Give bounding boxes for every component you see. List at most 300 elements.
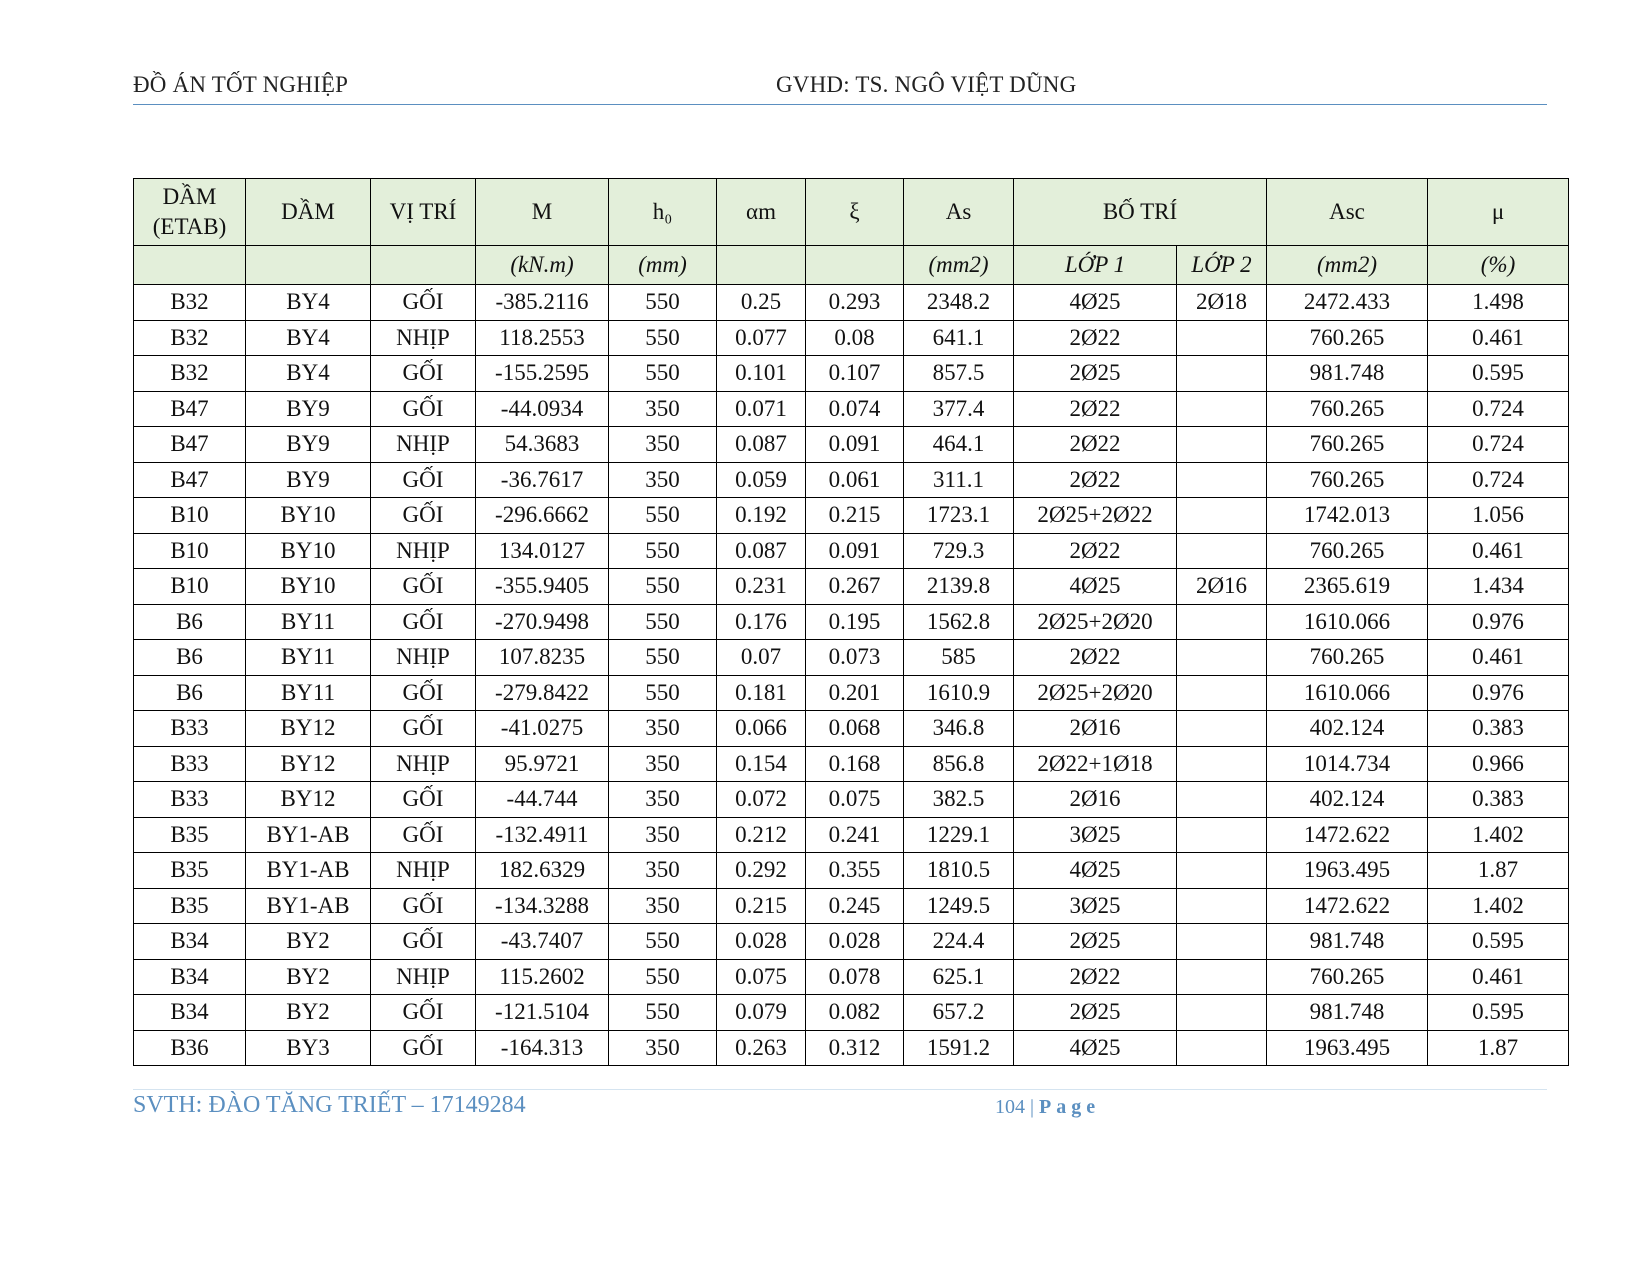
cell-h0: 350 <box>609 711 717 747</box>
cell-moment: -44.0934 <box>476 391 609 427</box>
cell-layer-1: 2Ø25+2Ø20 <box>1014 604 1177 640</box>
cell-layer-1: 2Ø22 <box>1014 959 1177 995</box>
cell-mu: 0.461 <box>1428 320 1569 356</box>
cell-as: 1610.9 <box>904 675 1014 711</box>
cell-as: 224.4 <box>904 924 1014 960</box>
cell-layer-1: 2Ø22 <box>1014 427 1177 463</box>
cell-beam: BY2 <box>246 924 371 960</box>
cell-as: 585 <box>904 640 1014 676</box>
cell-position: GỐI <box>371 924 476 960</box>
cell-asc: 760.265 <box>1267 427 1428 463</box>
table-header-row <box>134 179 1569 246</box>
cell-layer-2 <box>1177 604 1267 640</box>
cell-mu: 1.434 <box>1428 569 1569 605</box>
cell-xi: 0.082 <box>806 995 904 1031</box>
table-row <box>134 320 1569 356</box>
header-title: ĐỒ ÁN TỐT NGHIỆP <box>133 72 349 97</box>
cell-layer-2 <box>1177 427 1267 463</box>
cell-mu: 0.724 <box>1428 391 1569 427</box>
cell-position: GỐI <box>371 1030 476 1066</box>
sub-header-layer-1: LỚP 1 <box>1014 246 1177 285</box>
cell-beam: BY4 <box>246 285 371 321</box>
cell-asc: 760.265 <box>1267 320 1428 356</box>
footer-page <box>995 1096 1100 1119</box>
cell-beam-etab: B47 <box>134 462 246 498</box>
cell-beam: BY2 <box>246 959 371 995</box>
cell-asc: 760.265 <box>1267 640 1428 676</box>
table-row <box>134 888 1569 924</box>
cell-beam-etab: B35 <box>134 817 246 853</box>
cell-beam-etab: B32 <box>134 356 246 392</box>
cell-layer-1: 2Ø25 <box>1014 356 1177 392</box>
cell-beam: BY4 <box>246 356 371 392</box>
cell-layer-2 <box>1177 391 1267 427</box>
cell-as: 377.4 <box>904 391 1014 427</box>
cell-moment: -43.7407 <box>476 924 609 960</box>
cell-as: 464.1 <box>904 427 1014 463</box>
cell-beam-etab: B36 <box>134 1030 246 1066</box>
cell-position: GỐI <box>371 782 476 818</box>
cell-h0: 550 <box>609 924 717 960</box>
cell-beam-etab: B33 <box>134 782 246 818</box>
cell-beam-etab: B6 <box>134 675 246 711</box>
unit-cell <box>717 246 806 285</box>
cell-mu: 0.976 <box>1428 675 1569 711</box>
cell-layer-2 <box>1177 320 1267 356</box>
cell-xi: 0.075 <box>806 782 904 818</box>
cell-layer-2 <box>1177 356 1267 392</box>
cell-position: GỐI <box>371 995 476 1031</box>
cell-xi: 0.073 <box>806 640 904 676</box>
cell-moment: 95.9721 <box>476 746 609 782</box>
cell-beam: BY1-AB <box>246 817 371 853</box>
table-body <box>134 285 1569 1066</box>
cell-position: NHỊP <box>371 746 476 782</box>
table-row <box>134 498 1569 534</box>
cell-position: GỐI <box>371 675 476 711</box>
cell-layer-1: 4Ø25 <box>1014 569 1177 605</box>
table-row <box>134 853 1569 889</box>
col-header-arrangement: BỐ TRÍ <box>1014 179 1267 246</box>
cell-as: 1591.2 <box>904 1030 1014 1066</box>
cell-mu: 0.976 <box>1428 604 1569 640</box>
cell-h0: 350 <box>609 391 717 427</box>
col-header-mu: μ <box>1428 179 1569 246</box>
cell-asc: 402.124 <box>1267 711 1428 747</box>
cell-beam: BY11 <box>246 604 371 640</box>
cell-beam-etab: B35 <box>134 888 246 924</box>
cell-mu: 0.595 <box>1428 995 1569 1031</box>
cell-mu: 0.383 <box>1428 782 1569 818</box>
cell-layer-1: 4Ø25 <box>1014 853 1177 889</box>
cell-position: GỐI <box>371 391 476 427</box>
cell-layer-1: 2Ø22 <box>1014 320 1177 356</box>
cell-asc: 2472.433 <box>1267 285 1428 321</box>
cell-alpha-m: 0.263 <box>717 1030 806 1066</box>
cell-h0: 550 <box>609 569 717 605</box>
cell-mu: 1.402 <box>1428 888 1569 924</box>
cell-alpha-m: 0.087 <box>717 533 806 569</box>
table-row <box>134 817 1569 853</box>
cell-layer-1: 2Ø16 <box>1014 711 1177 747</box>
cell-moment: -36.7617 <box>476 462 609 498</box>
cell-xi: 0.245 <box>806 888 904 924</box>
cell-position: GỐI <box>371 817 476 853</box>
cell-as: 1723.1 <box>904 498 1014 534</box>
cell-position: GỐI <box>371 888 476 924</box>
footer-divider <box>133 1089 1547 1090</box>
cell-layer-2 <box>1177 817 1267 853</box>
cell-position: NHỊP <box>371 959 476 995</box>
cell-alpha-m: 0.059 <box>717 462 806 498</box>
cell-beam: BY12 <box>246 782 371 818</box>
cell-mu: 0.383 <box>1428 711 1569 747</box>
cell-layer-2 <box>1177 995 1267 1031</box>
cell-layer-1: 2Ø22 <box>1014 640 1177 676</box>
cell-h0: 350 <box>609 746 717 782</box>
cell-alpha-m: 0.176 <box>717 604 806 640</box>
cell-moment: -134.3288 <box>476 888 609 924</box>
cell-h0: 550 <box>609 498 717 534</box>
cell-h0: 550 <box>609 675 717 711</box>
table-row <box>134 924 1569 960</box>
cell-xi: 0.08 <box>806 320 904 356</box>
cell-xi: 0.215 <box>806 498 904 534</box>
cell-position: GỐI <box>371 498 476 534</box>
cell-alpha-m: 0.071 <box>717 391 806 427</box>
cell-moment: 115.2602 <box>476 959 609 995</box>
cell-position: NHỊP <box>371 427 476 463</box>
page-separator: | <box>1025 1096 1040 1118</box>
col-header-as: As <box>904 179 1014 246</box>
cell-layer-2 <box>1177 640 1267 676</box>
cell-layer-2 <box>1177 959 1267 995</box>
cell-mu: 1.87 <box>1428 1030 1569 1066</box>
cell-alpha-m: 0.028 <box>717 924 806 960</box>
cell-h0: 550 <box>609 995 717 1031</box>
cell-xi: 0.068 <box>806 711 904 747</box>
table-row <box>134 569 1569 605</box>
cell-beam: BY4 <box>246 320 371 356</box>
cell-moment: -121.5104 <box>476 995 609 1031</box>
cell-alpha-m: 0.292 <box>717 853 806 889</box>
cell-asc: 1963.495 <box>1267 853 1428 889</box>
cell-moment: 134.0127 <box>476 533 609 569</box>
cell-position: NHỊP <box>371 533 476 569</box>
cell-mu: 1.402 <box>1428 817 1569 853</box>
cell-alpha-m: 0.087 <box>717 427 806 463</box>
cell-alpha-m: 0.072 <box>717 782 806 818</box>
cell-position: NHỊP <box>371 853 476 889</box>
cell-beam: BY10 <box>246 533 371 569</box>
table-row <box>134 462 1569 498</box>
cell-layer-1: 2Ø25 <box>1014 995 1177 1031</box>
cell-beam: BY1-AB <box>246 853 371 889</box>
cell-asc: 760.265 <box>1267 959 1428 995</box>
cell-xi: 0.168 <box>806 746 904 782</box>
cell-position: GỐI <box>371 711 476 747</box>
cell-h0: 550 <box>609 285 717 321</box>
cell-xi: 0.312 <box>806 1030 904 1066</box>
cell-layer-1: 2Ø25+2Ø22 <box>1014 498 1177 534</box>
unit-cell <box>134 246 246 285</box>
cell-as: 311.1 <box>904 462 1014 498</box>
cell-layer-1: 2Ø22 <box>1014 391 1177 427</box>
cell-xi: 0.293 <box>806 285 904 321</box>
col-header-xi: ξ <box>806 179 904 246</box>
unit-cell <box>371 246 476 285</box>
cell-asc: 1963.495 <box>1267 1030 1428 1066</box>
cell-moment: -155.2595 <box>476 356 609 392</box>
cell-moment: -44.744 <box>476 782 609 818</box>
cell-layer-2 <box>1177 746 1267 782</box>
col-header-beam-etab: DẦM (ETAB) <box>134 179 246 246</box>
cell-moment: 118.2553 <box>476 320 609 356</box>
cell-beam-etab: B47 <box>134 427 246 463</box>
cell-moment: -164.313 <box>476 1030 609 1066</box>
cell-beam: BY12 <box>246 711 371 747</box>
cell-as: 2348.2 <box>904 285 1014 321</box>
table-row <box>134 640 1569 676</box>
cell-beam-etab: B34 <box>134 924 246 960</box>
table-row <box>134 391 1569 427</box>
unit-cell <box>806 246 904 285</box>
cell-xi: 0.241 <box>806 817 904 853</box>
cell-layer-2: 2Ø16 <box>1177 569 1267 605</box>
cell-xi: 0.091 <box>806 427 904 463</box>
table-row <box>134 285 1569 321</box>
cell-position: NHỊP <box>371 320 476 356</box>
cell-mu: 0.595 <box>1428 924 1569 960</box>
cell-as: 729.3 <box>904 533 1014 569</box>
cell-moment: 182.6329 <box>476 853 609 889</box>
table-unit-row <box>134 246 1569 285</box>
cell-beam-etab: B34 <box>134 959 246 995</box>
unit-h0: (mm) <box>609 246 717 285</box>
cell-asc: 2365.619 <box>1267 569 1428 605</box>
cell-xi: 0.091 <box>806 533 904 569</box>
table-row <box>134 782 1569 818</box>
cell-layer-2 <box>1177 711 1267 747</box>
col-header-h0: h₀ <box>609 179 717 246</box>
table-row <box>134 675 1569 711</box>
cell-asc: 981.748 <box>1267 356 1428 392</box>
cell-as: 1229.1 <box>904 817 1014 853</box>
cell-beam-etab: B6 <box>134 604 246 640</box>
cell-layer-1: 3Ø25 <box>1014 817 1177 853</box>
cell-moment: -385.2116 <box>476 285 609 321</box>
cell-mu: 0.461 <box>1428 533 1569 569</box>
cell-layer-1: 4Ø25 <box>1014 285 1177 321</box>
cell-alpha-m: 0.231 <box>717 569 806 605</box>
cell-alpha-m: 0.07 <box>717 640 806 676</box>
table-row <box>134 356 1569 392</box>
cell-alpha-m: 0.181 <box>717 675 806 711</box>
cell-as: 856.8 <box>904 746 1014 782</box>
cell-xi: 0.074 <box>806 391 904 427</box>
cell-beam: BY10 <box>246 569 371 605</box>
cell-moment: 54.3683 <box>476 427 609 463</box>
cell-position: GỐI <box>371 285 476 321</box>
cell-beam-etab: B10 <box>134 498 246 534</box>
cell-alpha-m: 0.066 <box>717 711 806 747</box>
cell-xi: 0.201 <box>806 675 904 711</box>
footer-student: SVTH: ĐÀO TĂNG TRIẾT – 17149284 <box>133 1092 526 1118</box>
cell-layer-2 <box>1177 675 1267 711</box>
table-row <box>134 959 1569 995</box>
cell-as: 857.5 <box>904 356 1014 392</box>
cell-alpha-m: 0.075 <box>717 959 806 995</box>
cell-moment: -296.6662 <box>476 498 609 534</box>
table-row <box>134 995 1569 1031</box>
cell-layer-1: 2Ø22 <box>1014 462 1177 498</box>
cell-h0: 350 <box>609 1030 717 1066</box>
table-row <box>134 604 1569 640</box>
cell-xi: 0.028 <box>806 924 904 960</box>
cell-as: 346.8 <box>904 711 1014 747</box>
cell-h0: 550 <box>609 959 717 995</box>
cell-h0: 550 <box>609 533 717 569</box>
cell-xi: 0.061 <box>806 462 904 498</box>
cell-alpha-m: 0.079 <box>717 995 806 1031</box>
cell-beam-etab: B35 <box>134 853 246 889</box>
cell-beam-etab: B33 <box>134 746 246 782</box>
cell-mu: 0.966 <box>1428 746 1569 782</box>
table-row <box>134 746 1569 782</box>
cell-h0: 350 <box>609 782 717 818</box>
cell-beam: BY9 <box>246 427 371 463</box>
cell-beam-etab: B32 <box>134 285 246 321</box>
cell-position: GỐI <box>371 569 476 605</box>
cell-beam: BY9 <box>246 391 371 427</box>
cell-as: 1249.5 <box>904 888 1014 924</box>
cell-beam: BY11 <box>246 640 371 676</box>
cell-asc: 1610.066 <box>1267 675 1428 711</box>
cell-asc: 1014.734 <box>1267 746 1428 782</box>
unit-cell <box>246 246 371 285</box>
cell-asc: 1742.013 <box>1267 498 1428 534</box>
table-row <box>134 427 1569 463</box>
cell-xi: 0.078 <box>806 959 904 995</box>
cell-layer-1: 2Ø22 <box>1014 533 1177 569</box>
cell-asc: 760.265 <box>1267 391 1428 427</box>
cell-as: 641.1 <box>904 320 1014 356</box>
cell-h0: 350 <box>609 888 717 924</box>
cell-h0: 550 <box>609 640 717 676</box>
cell-beam: BY12 <box>246 746 371 782</box>
cell-layer-2 <box>1177 1030 1267 1066</box>
cell-position: GỐI <box>371 462 476 498</box>
unit-mu: (%) <box>1428 246 1569 285</box>
cell-asc: 760.265 <box>1267 533 1428 569</box>
unit-as: (mm2) <box>904 246 1014 285</box>
table-row <box>134 533 1569 569</box>
cell-as: 382.5 <box>904 782 1014 818</box>
cell-alpha-m: 0.077 <box>717 320 806 356</box>
cell-layer-1: 2Ø16 <box>1014 782 1177 818</box>
header-supervisor: GVHD: TS. NGÔ VIỆT DŨNG <box>776 72 1077 97</box>
cell-moment: 107.8235 <box>476 640 609 676</box>
cell-moment: -270.9498 <box>476 604 609 640</box>
col-header-alpha-m: αm <box>717 179 806 246</box>
cell-layer-2: 2Ø18 <box>1177 285 1267 321</box>
cell-as: 1562.8 <box>904 604 1014 640</box>
cell-xi: 0.267 <box>806 569 904 605</box>
cell-mu: 0.595 <box>1428 356 1569 392</box>
cell-beam-etab: B10 <box>134 569 246 605</box>
col-header-position: VỊ TRÍ <box>371 179 476 246</box>
cell-beam-etab: B33 <box>134 711 246 747</box>
cell-beam: BY2 <box>246 995 371 1031</box>
cell-h0: 350 <box>609 853 717 889</box>
cell-as: 657.2 <box>904 995 1014 1031</box>
cell-asc: 1610.066 <box>1267 604 1428 640</box>
cell-layer-2 <box>1177 533 1267 569</box>
cell-mu: 0.461 <box>1428 959 1569 995</box>
cell-moment: -132.4911 <box>476 817 609 853</box>
cell-layer-2 <box>1177 782 1267 818</box>
cell-asc: 760.265 <box>1267 462 1428 498</box>
header-divider <box>133 104 1547 105</box>
cell-layer-1: 2Ø25 <box>1014 924 1177 960</box>
unit-asc: (mm2) <box>1267 246 1428 285</box>
unit-moment: (kN.m) <box>476 246 609 285</box>
beam-reinforcement-table <box>133 178 1569 1066</box>
cell-layer-2 <box>1177 853 1267 889</box>
cell-h0: 550 <box>609 604 717 640</box>
cell-beam: BY9 <box>246 462 371 498</box>
cell-beam: BY10 <box>246 498 371 534</box>
cell-as: 2139.8 <box>904 569 1014 605</box>
table-row <box>134 711 1569 747</box>
col-header-asc: Asc <box>1267 179 1428 246</box>
cell-xi: 0.107 <box>806 356 904 392</box>
cell-h0: 350 <box>609 427 717 463</box>
cell-beam: BY1-AB <box>246 888 371 924</box>
col-header-moment: M <box>476 179 609 246</box>
cell-layer-1: 2Ø25+2Ø20 <box>1014 675 1177 711</box>
cell-asc: 981.748 <box>1267 924 1428 960</box>
cell-mu: 0.461 <box>1428 640 1569 676</box>
cell-mu: 1.87 <box>1428 853 1569 889</box>
cell-mu: 0.724 <box>1428 462 1569 498</box>
cell-moment: -279.8422 <box>476 675 609 711</box>
cell-position: GỐI <box>371 604 476 640</box>
cell-asc: 402.124 <box>1267 782 1428 818</box>
cell-alpha-m: 0.154 <box>717 746 806 782</box>
cell-alpha-m: 0.25 <box>717 285 806 321</box>
cell-mu: 0.724 <box>1428 427 1569 463</box>
cell-asc: 1472.622 <box>1267 817 1428 853</box>
table-row <box>134 1030 1569 1066</box>
sub-header-layer-2: LỚP 2 <box>1177 246 1267 285</box>
cell-beam-etab: B10 <box>134 533 246 569</box>
cell-xi: 0.355 <box>806 853 904 889</box>
cell-layer-1: 4Ø25 <box>1014 1030 1177 1066</box>
cell-layer-2 <box>1177 924 1267 960</box>
cell-layer-2 <box>1177 462 1267 498</box>
cell-beam-etab: B47 <box>134 391 246 427</box>
cell-layer-2 <box>1177 888 1267 924</box>
cell-layer-1: 3Ø25 <box>1014 888 1177 924</box>
cell-moment: -355.9405 <box>476 569 609 605</box>
cell-alpha-m: 0.192 <box>717 498 806 534</box>
cell-h0: 550 <box>609 320 717 356</box>
cell-layer-2 <box>1177 498 1267 534</box>
cell-asc: 981.748 <box>1267 995 1428 1031</box>
cell-asc: 1472.622 <box>1267 888 1428 924</box>
cell-xi: 0.195 <box>806 604 904 640</box>
